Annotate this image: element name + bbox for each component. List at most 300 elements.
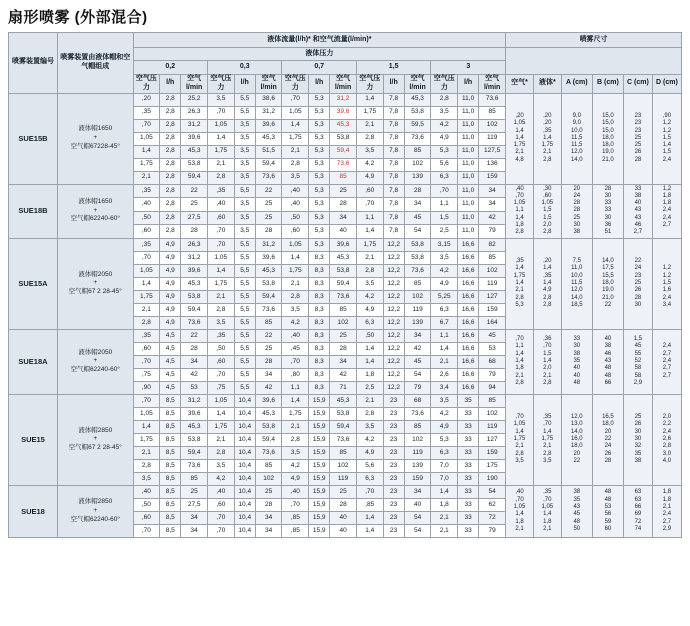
cell: 15,9	[309, 420, 330, 433]
cell: 1,4	[208, 264, 235, 277]
cell: 3,5	[431, 106, 458, 119]
cell: 5,3	[309, 171, 330, 184]
cell: 4,2	[431, 264, 458, 277]
cell: 45,3	[255, 132, 282, 145]
cell: 85	[404, 277, 431, 290]
cell: 94	[479, 381, 506, 394]
cell: 85	[479, 106, 506, 119]
cell: ,70	[356, 198, 383, 212]
cell: 8,3	[309, 355, 330, 368]
cell: 31,2	[181, 119, 208, 132]
cell: 5,5	[234, 277, 255, 290]
cell: 2,1	[208, 290, 235, 303]
size-d-SUE18A: 2,4 2,7 2,4 2,7 2,7	[652, 329, 681, 394]
cell: 12,2	[383, 342, 404, 355]
cell: 23	[383, 524, 404, 537]
size-b-SUE18: 48 48 53 56 59 60	[592, 485, 623, 537]
cell: 1,4	[133, 145, 160, 158]
header-size-spacer	[506, 48, 682, 75]
cell: 16,6	[458, 368, 479, 381]
cell: 34	[479, 198, 506, 212]
cell: 4,9	[160, 303, 181, 316]
spray-nozzle-table	[8, 32, 682, 538]
cell: 1,05	[282, 106, 309, 119]
cell: 59,4	[255, 433, 282, 446]
cell: 42	[255, 381, 282, 394]
cell: 82	[479, 238, 506, 251]
cell: 7,8	[383, 158, 404, 171]
cell: 2,1	[133, 303, 160, 316]
cell: 119	[330, 472, 357, 485]
cell: 2,8	[160, 93, 181, 106]
cell: 42	[404, 342, 431, 355]
cell: ,70	[431, 184, 458, 198]
cell: 25	[330, 329, 357, 342]
cell: 5,5	[234, 184, 255, 198]
cell: 2,8	[133, 316, 160, 329]
cell: ,70	[208, 511, 235, 524]
cell: 73,6	[330, 290, 357, 303]
cell: 4,5	[160, 342, 181, 355]
size-a-SUE18: 38 35 43 45 48 50	[561, 485, 592, 537]
cell: 3,5	[234, 171, 255, 184]
cell: 1,75	[282, 132, 309, 145]
size-b-SUE18B: 28 30 33 33 30 36 51	[592, 184, 623, 238]
cell: 3,5	[356, 420, 383, 433]
cell: 8,5	[160, 498, 181, 511]
cell: 33	[458, 498, 479, 511]
cell: ,70	[208, 368, 235, 381]
cell: 45,3	[181, 420, 208, 433]
cell: 1,75	[356, 106, 383, 119]
cell: 1,4	[133, 420, 160, 433]
cell: 7,8	[383, 171, 404, 184]
cell: 31,2	[181, 251, 208, 264]
cell: 2,5	[431, 225, 458, 239]
cell: 190	[479, 472, 506, 485]
cell: 2,8	[282, 290, 309, 303]
cell: 54	[479, 485, 506, 498]
cell: 28	[255, 498, 282, 511]
cell: 85	[479, 394, 506, 407]
cell: 25	[181, 198, 208, 212]
cell: 4,5	[160, 355, 181, 368]
header-sub-airflow-0: 空气l/min	[181, 75, 208, 94]
cell: 3,5	[431, 251, 458, 264]
cell: 53,8	[181, 158, 208, 171]
cell: 119	[479, 420, 506, 433]
header-sub-lh-0: l/h	[160, 75, 181, 94]
cell: 15,9	[309, 407, 330, 420]
cell: 8,3	[309, 264, 330, 277]
cell: 1,75	[133, 290, 160, 303]
cell: 34	[330, 211, 357, 225]
cell: 5,3	[309, 145, 330, 158]
cell: 2,8	[282, 158, 309, 171]
cell: 11,0	[458, 158, 479, 171]
cell: ,50	[133, 211, 160, 225]
header-size-d: D (cm)	[652, 75, 681, 94]
cell: 34	[255, 524, 282, 537]
cell: ,40	[282, 485, 309, 498]
cell: 39,6	[181, 264, 208, 277]
cell: 1,4	[356, 93, 383, 106]
cell: 16,6	[458, 355, 479, 368]
cell: 22	[181, 184, 208, 198]
cell: 5,3	[309, 184, 330, 198]
cell: 8,3	[309, 316, 330, 329]
size-air-SUE15B: ,20 1,05 1,4 1,4 1,75 2,1 4,8	[506, 93, 534, 184]
cell: 159	[404, 472, 431, 485]
cell: 73,6	[255, 446, 282, 459]
cell: 119	[404, 446, 431, 459]
cell: 35	[458, 394, 479, 407]
nozzle-code-SUE15: SUE15	[9, 394, 58, 485]
cell: 2,8	[160, 119, 181, 132]
header-size-a: A (cm)	[561, 75, 592, 94]
size-a-SUE15A: 7,5 11,0 10,0 11,5 12,0 14,0 18,5	[561, 238, 592, 329]
cell: 33	[458, 485, 479, 498]
cell: 2,1	[356, 394, 383, 407]
cell: 45,3	[330, 119, 357, 132]
cell: 16,6	[458, 238, 479, 251]
cell: 2,8	[160, 184, 181, 198]
cell: 2,8	[160, 106, 181, 119]
table-header	[9, 33, 682, 94]
size-d-SUE18: 1,8 1,8 2,1 2,4 2,7 2,9	[652, 485, 681, 537]
cell: 1,05	[133, 132, 160, 145]
cell: 1,75	[282, 407, 309, 420]
cell: 3,5	[234, 158, 255, 171]
cell: 1,75	[208, 420, 235, 433]
cell: 53,8	[255, 420, 282, 433]
cell: 68	[404, 394, 431, 407]
cell: 2,1	[133, 446, 160, 459]
cell: 23	[383, 485, 404, 498]
cell: 5,3	[431, 145, 458, 158]
nozzle-code-SUE15A: SUE15A	[9, 238, 58, 329]
cell: 42	[479, 211, 506, 225]
cell: 54	[404, 524, 431, 537]
cell: 1,4	[208, 132, 235, 145]
cell: 175	[479, 459, 506, 472]
cell: 3,5	[208, 316, 235, 329]
header-sub-airflow-4: 空气l/min	[479, 75, 506, 94]
cell: 54	[404, 368, 431, 381]
cell: 5,6	[431, 158, 458, 171]
cell: 53	[479, 342, 506, 355]
cell: 3,5	[431, 394, 458, 407]
cell: ,70	[208, 238, 235, 251]
cell: 85	[181, 472, 208, 485]
cell: 5,3	[309, 93, 330, 106]
cell: 73,6	[330, 158, 357, 171]
header-sub-airflow-2: 空气l/min	[330, 75, 357, 94]
cell: 73,6	[181, 316, 208, 329]
size-d-SUE18B: 1,2 1,8 1,8 2,4 2,4 2,7	[652, 184, 681, 238]
cell: 2,1	[431, 524, 458, 537]
nozzle-device-SUE15: 液体帽2850 + 空气帽67 2 28-45°	[57, 394, 133, 485]
size-air-SUE15A: ,35 1,4 1,75 1,4 2,1 2,8 5,3	[506, 238, 534, 329]
cell: 8,5	[160, 446, 181, 459]
cell: 12,2	[383, 238, 404, 251]
cell: ,40	[133, 485, 160, 498]
cell: 1,75	[282, 264, 309, 277]
cell: 16,6	[458, 329, 479, 342]
cell: 2,8	[160, 198, 181, 212]
size-air-SUE18B: ,40 ,70 1,05 1,1 1,4 1,8 2,8	[506, 184, 534, 238]
cell: ,70	[133, 524, 160, 537]
cell: 15,9	[309, 433, 330, 446]
cell: ,80	[282, 368, 309, 381]
size-air-SUE18: ,40 ,70 1,05 1,4 1,8 2,1	[506, 485, 534, 537]
cell: 25	[330, 485, 357, 498]
size-liquid-SUE18B: ,30 ,60 1,05 1,5 1,5 2,0 2,8	[533, 184, 561, 238]
cell: 33	[458, 446, 479, 459]
cell: 1,5	[431, 211, 458, 225]
cell: 8,3	[309, 251, 330, 264]
table-row	[9, 394, 682, 407]
cell: 11,0	[458, 93, 479, 106]
cell: 85	[479, 251, 506, 264]
cell: 2,1	[431, 511, 458, 524]
cell: 39,6	[255, 119, 282, 132]
cell: 53,8	[181, 290, 208, 303]
cell: ,40	[133, 198, 160, 212]
cell: 2,8	[356, 407, 383, 420]
cell: 71	[330, 381, 357, 394]
cell: 6,3	[356, 316, 383, 329]
header-device: 喷雾装置由液体帽和空气帽组成	[57, 33, 133, 94]
cell: 7,8	[383, 184, 404, 198]
cell: ,60	[133, 342, 160, 355]
cell: 4,5	[160, 381, 181, 394]
cell: 2,5	[356, 381, 383, 394]
cell: 12,2	[383, 277, 404, 290]
cell: 1,1	[356, 211, 383, 225]
table-body	[9, 93, 682, 537]
cell: 3,4	[431, 381, 458, 394]
cell: 59,4	[255, 290, 282, 303]
cell: 40	[330, 225, 357, 239]
cell: 53,8	[404, 251, 431, 264]
cell: 11,0	[458, 106, 479, 119]
cell: 11,0	[458, 211, 479, 225]
cell: 4,9	[160, 316, 181, 329]
header-size-c: C (cm)	[623, 75, 652, 94]
cell: ,60	[133, 511, 160, 524]
cell: 39,6	[181, 132, 208, 145]
size-air-SUE18A: ,70 1,1 1,4 1,4 1,8 2,1 2,8	[506, 329, 534, 394]
cell: 59,4	[330, 277, 357, 290]
cell: 4,2	[356, 158, 383, 171]
cell: 2,8	[356, 264, 383, 277]
cell: 27,5	[181, 211, 208, 225]
cell: 11,0	[458, 132, 479, 145]
cell: 34	[404, 485, 431, 498]
cell: 5,3	[431, 433, 458, 446]
cell: 11,0	[458, 119, 479, 132]
cell: 3,5	[133, 472, 160, 485]
cell: 2,8	[160, 158, 181, 171]
size-d-SUE15B: ,90 1,2 1,2 1,5 1,4 1,5 2,4	[652, 93, 681, 184]
cell: 1,05	[208, 251, 235, 264]
cell: 23	[383, 472, 404, 485]
cell: 4,2	[356, 290, 383, 303]
size-c-SUE18: 63 63 66 69 72 74	[623, 485, 652, 537]
size-a-SUE18B: 20 24 28 28 25 30 38	[561, 184, 592, 238]
cell: 5,5	[234, 316, 255, 329]
cell: 22	[255, 184, 282, 198]
cell: 7,8	[383, 93, 404, 106]
cell: 1,1	[431, 329, 458, 342]
cell: 33	[458, 511, 479, 524]
size-d-SUE15A: 1,2 1,2 1,5 1,6 2,4 3,4	[652, 238, 681, 329]
cell: 2,8	[356, 132, 383, 145]
cell: ,60	[208, 211, 235, 225]
cell: 45	[479, 329, 506, 342]
cell: 85	[404, 145, 431, 158]
cell: 25	[255, 485, 282, 498]
cell: 22	[255, 329, 282, 342]
cell: 10,4	[234, 498, 255, 511]
cell: 10,4	[234, 472, 255, 485]
header-sub-airflow-1: 空气l/min	[255, 75, 282, 94]
cell: ,40	[208, 198, 235, 212]
cell: 53,8	[330, 407, 357, 420]
cell: 3,5	[208, 93, 235, 106]
size-c-SUE18A: 1,5 45 55 52 58 58 2,9	[623, 329, 652, 394]
nozzle-code-SUE18A: SUE18A	[9, 329, 58, 394]
table-row	[9, 329, 682, 342]
header-sub-lh-3: l/h	[383, 75, 404, 94]
cell: 4,9	[431, 132, 458, 145]
cell: ,60	[282, 225, 309, 239]
cell: 4,2	[282, 316, 309, 329]
cell: 119	[479, 132, 506, 145]
size-liquid-SUE15A: ,20 1,4 ,35 1,4 4,9 2,8 2,8	[533, 238, 561, 329]
cell: 159	[479, 171, 506, 184]
cell: 1,4	[431, 342, 458, 355]
cell: 5,5	[234, 238, 255, 251]
cell: 2,8	[160, 171, 181, 184]
cell: 16,6	[458, 342, 479, 355]
cell: 5,3	[309, 119, 330, 132]
size-air-SUE15: ,70 1,05 1,4 1,75 2,1 2,8 3,5	[506, 394, 534, 485]
cell: 4,9	[431, 277, 458, 290]
cell: ,85	[282, 511, 309, 524]
cell: 102	[479, 119, 506, 132]
cell: 4,9	[282, 472, 309, 485]
cell: 5,5	[234, 264, 255, 277]
cell: ,40	[208, 485, 235, 498]
header-code: 喷雾装置编号	[9, 33, 58, 94]
cell: 8,5	[160, 433, 181, 446]
cell: ,85	[282, 524, 309, 537]
cell: 73,6	[255, 303, 282, 316]
size-b-SUE15A: 14,0 17,5 15,5 18,0 19,0 21,0 22	[592, 238, 623, 329]
cell: 7,0	[431, 459, 458, 472]
cell: 8,3	[309, 290, 330, 303]
cell: 25	[255, 342, 282, 355]
table-row	[9, 238, 682, 251]
cell: 45,3	[404, 93, 431, 106]
cell: 28	[330, 198, 357, 212]
cell: 34	[255, 368, 282, 381]
cell: 59,4	[330, 145, 357, 158]
cell: 4,9	[160, 264, 181, 277]
cell: 39,6	[330, 106, 357, 119]
cell: 28	[255, 225, 282, 239]
size-liquid-SUE15B: ,20 ,20 ,35 1,4 1,75 2,1 2,8	[533, 93, 561, 184]
cell: 10,4	[234, 407, 255, 420]
cell: 2,8	[160, 225, 181, 239]
cell: 31,2	[330, 93, 357, 106]
cell: 10,4	[234, 485, 255, 498]
cell: 73,6	[255, 171, 282, 184]
cell: 102	[404, 290, 431, 303]
cell: 73,6	[181, 459, 208, 472]
cell: 39,6	[255, 394, 282, 407]
cell: 1,4	[208, 407, 235, 420]
cell: 72	[479, 511, 506, 524]
cell: 39,6	[330, 238, 357, 251]
cell: 6,7	[431, 316, 458, 329]
cell: 3,5	[282, 303, 309, 316]
cell: ,40	[282, 198, 309, 212]
nozzle-code-SUE18B: SUE18B	[9, 184, 58, 238]
cell: 6,3	[356, 472, 383, 485]
cell: ,70	[356, 485, 383, 498]
cell: ,50	[356, 329, 383, 342]
cell: 2,1	[133, 171, 160, 184]
header-sub-air-3: 空气压力	[356, 75, 383, 94]
cell: 4,9	[356, 446, 383, 459]
cell: 25	[255, 211, 282, 225]
cell: 85	[330, 171, 357, 184]
cell: 39,6	[255, 251, 282, 264]
header-pressure-2: 0,7	[282, 61, 356, 75]
cell: ,50	[282, 211, 309, 225]
cell: 4,9	[160, 290, 181, 303]
header-pressure-0: 0,2	[133, 61, 207, 75]
cell: 59,4	[181, 446, 208, 459]
cell: 8,5	[160, 459, 181, 472]
cell: 16,6	[458, 277, 479, 290]
cell: 79	[479, 368, 506, 381]
cell: 1,4	[282, 394, 309, 407]
cell: 33	[458, 459, 479, 472]
size-b-SUE15B: 15,0 15,0 15,0 18,0 18,0 19,0 21,0	[592, 93, 623, 184]
cell: 25,2	[181, 93, 208, 106]
cell: 7,8	[383, 211, 404, 225]
cell: 45,3	[255, 407, 282, 420]
cell: ,70	[208, 106, 235, 119]
cell: 85	[330, 303, 357, 316]
nozzle-device-SUE18A: 液体帽2050 + 空气帽62240-60°	[57, 329, 133, 394]
cell: 8,5	[160, 485, 181, 498]
cell: ,60	[208, 498, 235, 511]
cell: 10,4	[234, 511, 255, 524]
header-size-air: 空气*	[506, 75, 534, 94]
cell: 59,5	[404, 119, 431, 132]
cell: ,70	[282, 355, 309, 368]
cell: 102	[255, 472, 282, 485]
header-pressure-1: 0,3	[208, 61, 282, 75]
cell: 2,8	[160, 211, 181, 225]
cell: 1,1	[282, 381, 309, 394]
cell: 34	[404, 329, 431, 342]
